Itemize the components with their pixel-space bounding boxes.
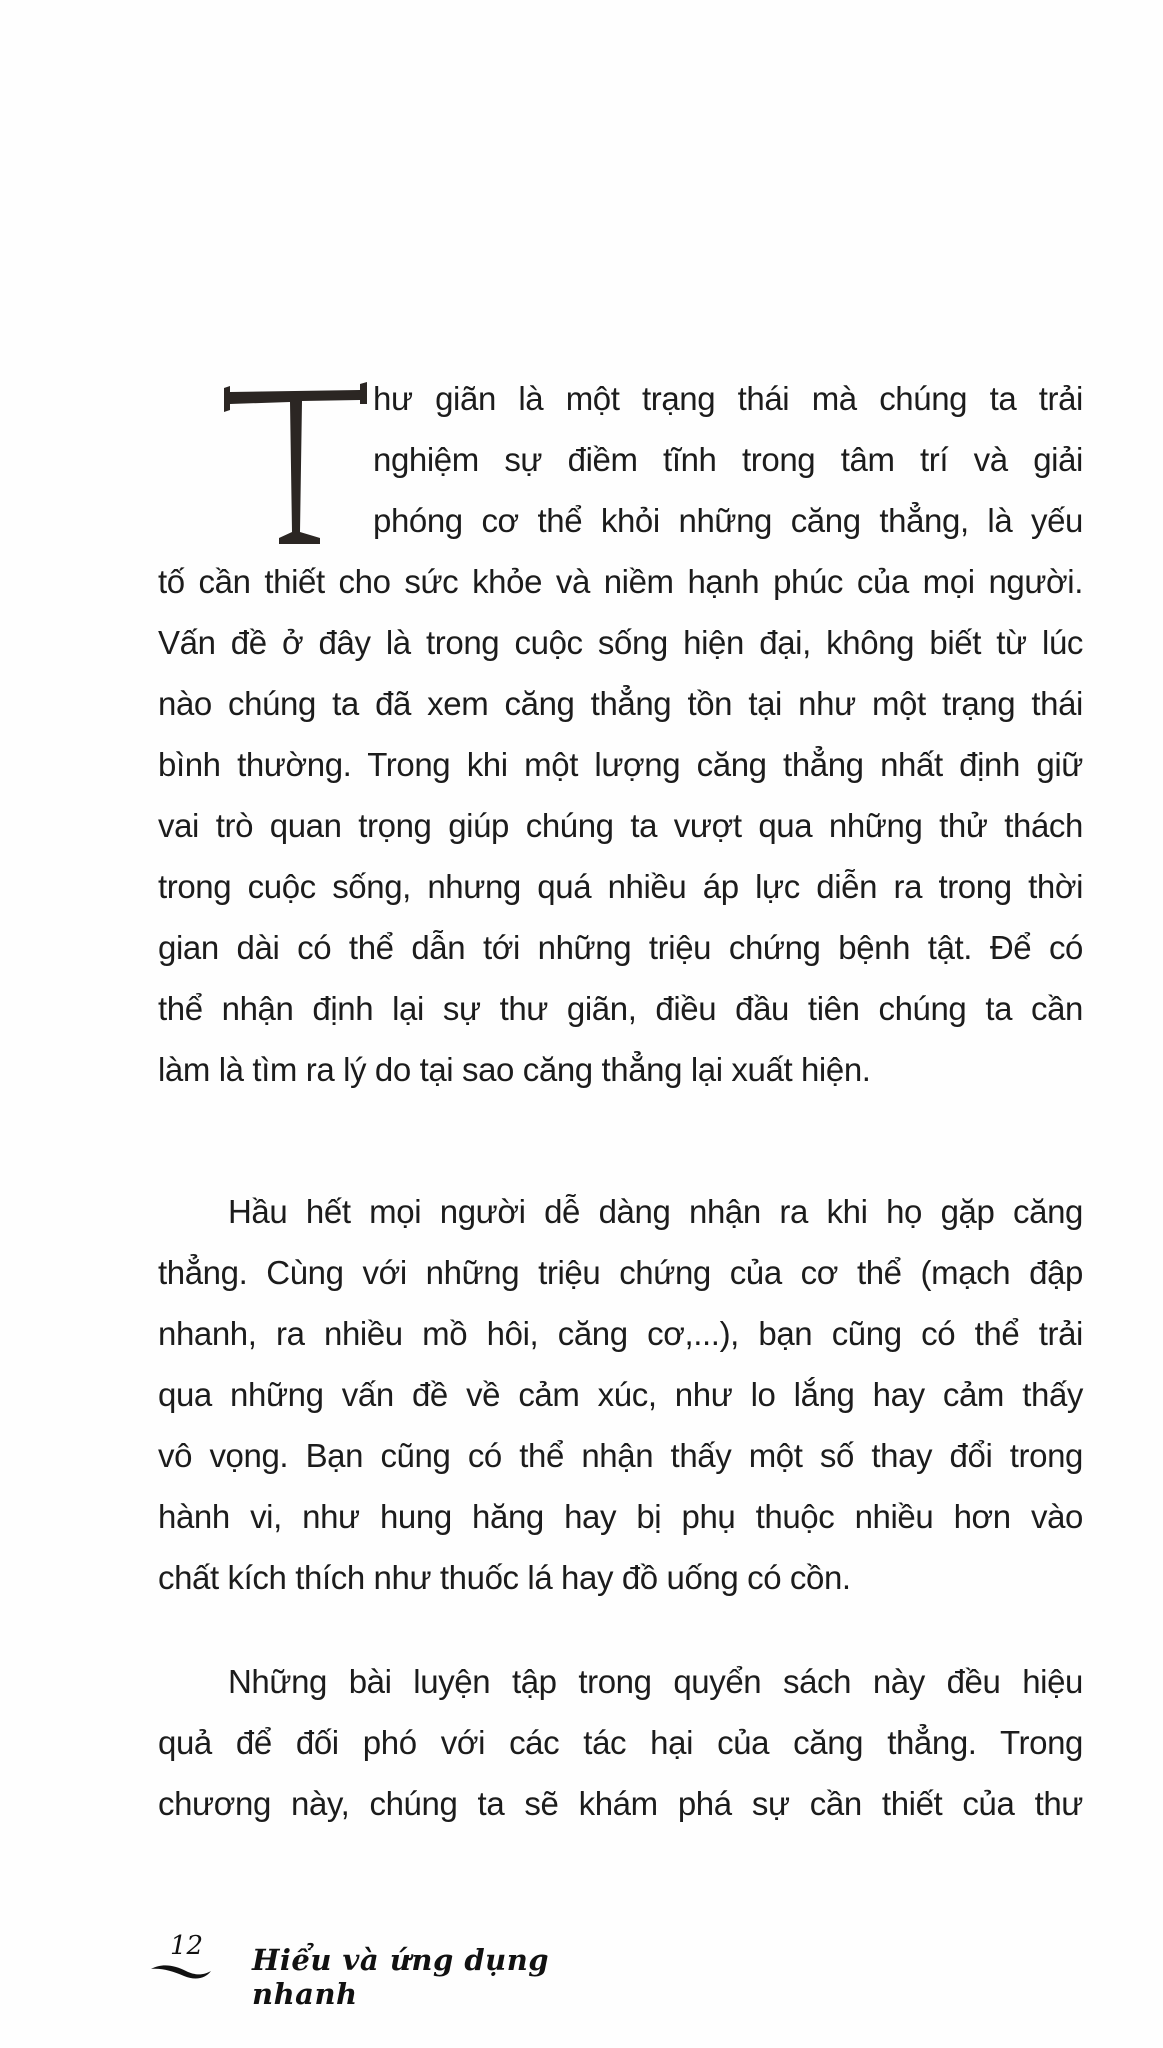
text-line: tố cần thiết cho sức khỏe và niềm hạnh phúc của mọi người. xyxy=(158,563,1083,600)
paragraph-1-intro xyxy=(373,368,1083,551)
text-line: trong cuộc sống, nhưng quá nhiều áp lực diễn ra trong thời xyxy=(158,868,1083,905)
text-line: vô vọng. Bạn cũng có thể nhận thấy một số thay đổi trong xyxy=(158,1437,1083,1474)
book-title: Hiểu và ứng dụng nhanh xyxy=(252,1943,550,2011)
page-footer xyxy=(150,1925,650,2011)
text-line: nhanh, ra nhiều mồ hôi, căng cơ,...), bạn cũng có thể trải xyxy=(158,1315,1083,1352)
drop-cap-letter-t xyxy=(222,382,368,550)
paragraph-2 xyxy=(158,1181,1083,1608)
text-line: nghiệm sự điềm tĩnh trong tâm trí và giải xyxy=(373,441,1083,478)
text-line: thể nhận định lại sự thư giãn, điều đầu tiên chúng ta cần xyxy=(158,990,1083,1027)
text-line: quả để đối phó với các tác hại của căng thẳng. Trong xyxy=(158,1724,1083,1761)
paragraph-3 xyxy=(158,1651,1083,1834)
text-line: chất kích thích như thuốc lá hay đồ uống có cồn. xyxy=(158,1559,851,1596)
text-line: vai trò quan trọng giúp chúng ta vượt qua những thử thách xyxy=(158,807,1083,844)
text-line: bình thường. Trong khi một lượng căng thẳng nhất định giữ xyxy=(158,746,1083,783)
text-line: làm là tìm ra lý do tại sao căng thẳng lại xuất hiện. xyxy=(158,1051,871,1088)
text-line: gian dài có thể dẫn tới những triệu chứng bệnh tật. Để có xyxy=(158,929,1083,966)
text-line: Vấn đề ở đây là trong cuộc sống hiện đại, không biết từ lúc xyxy=(158,624,1083,661)
page-number: 12 xyxy=(170,1931,204,1961)
text-line: hành vi, như hung hăng hay bị phụ thuộc nhiều hơn vào xyxy=(158,1498,1083,1535)
text-line: Những bài luyện tập trong quyển sách này đều hiệu xyxy=(228,1663,1083,1700)
text-line: phóng cơ thể khỏi những căng thẳng, là yếu xyxy=(373,502,1083,539)
text-line: hư giãn là một trạng thái mà chúng ta trải xyxy=(373,380,1083,417)
text-line: qua những vấn đề về cảm xúc, như lo lắng hay cảm thấy xyxy=(158,1376,1083,1413)
text-line: thẳng. Cùng với những triệu chứng của cơ thể (mạch đập xyxy=(158,1254,1083,1291)
paragraph-1 xyxy=(158,551,1083,1100)
text-line: chương này, chúng ta sẽ khám phá sự cần thiết của thư xyxy=(158,1785,1083,1822)
ornament-swash-icon xyxy=(150,1961,212,1983)
text-line: Hầu hết mọi người dễ dàng nhận ra khi họ gặp căng xyxy=(228,1193,1083,1230)
text-line: nào chúng ta đã xem căng thẳng tồn tại như một trạng thái xyxy=(158,685,1083,722)
